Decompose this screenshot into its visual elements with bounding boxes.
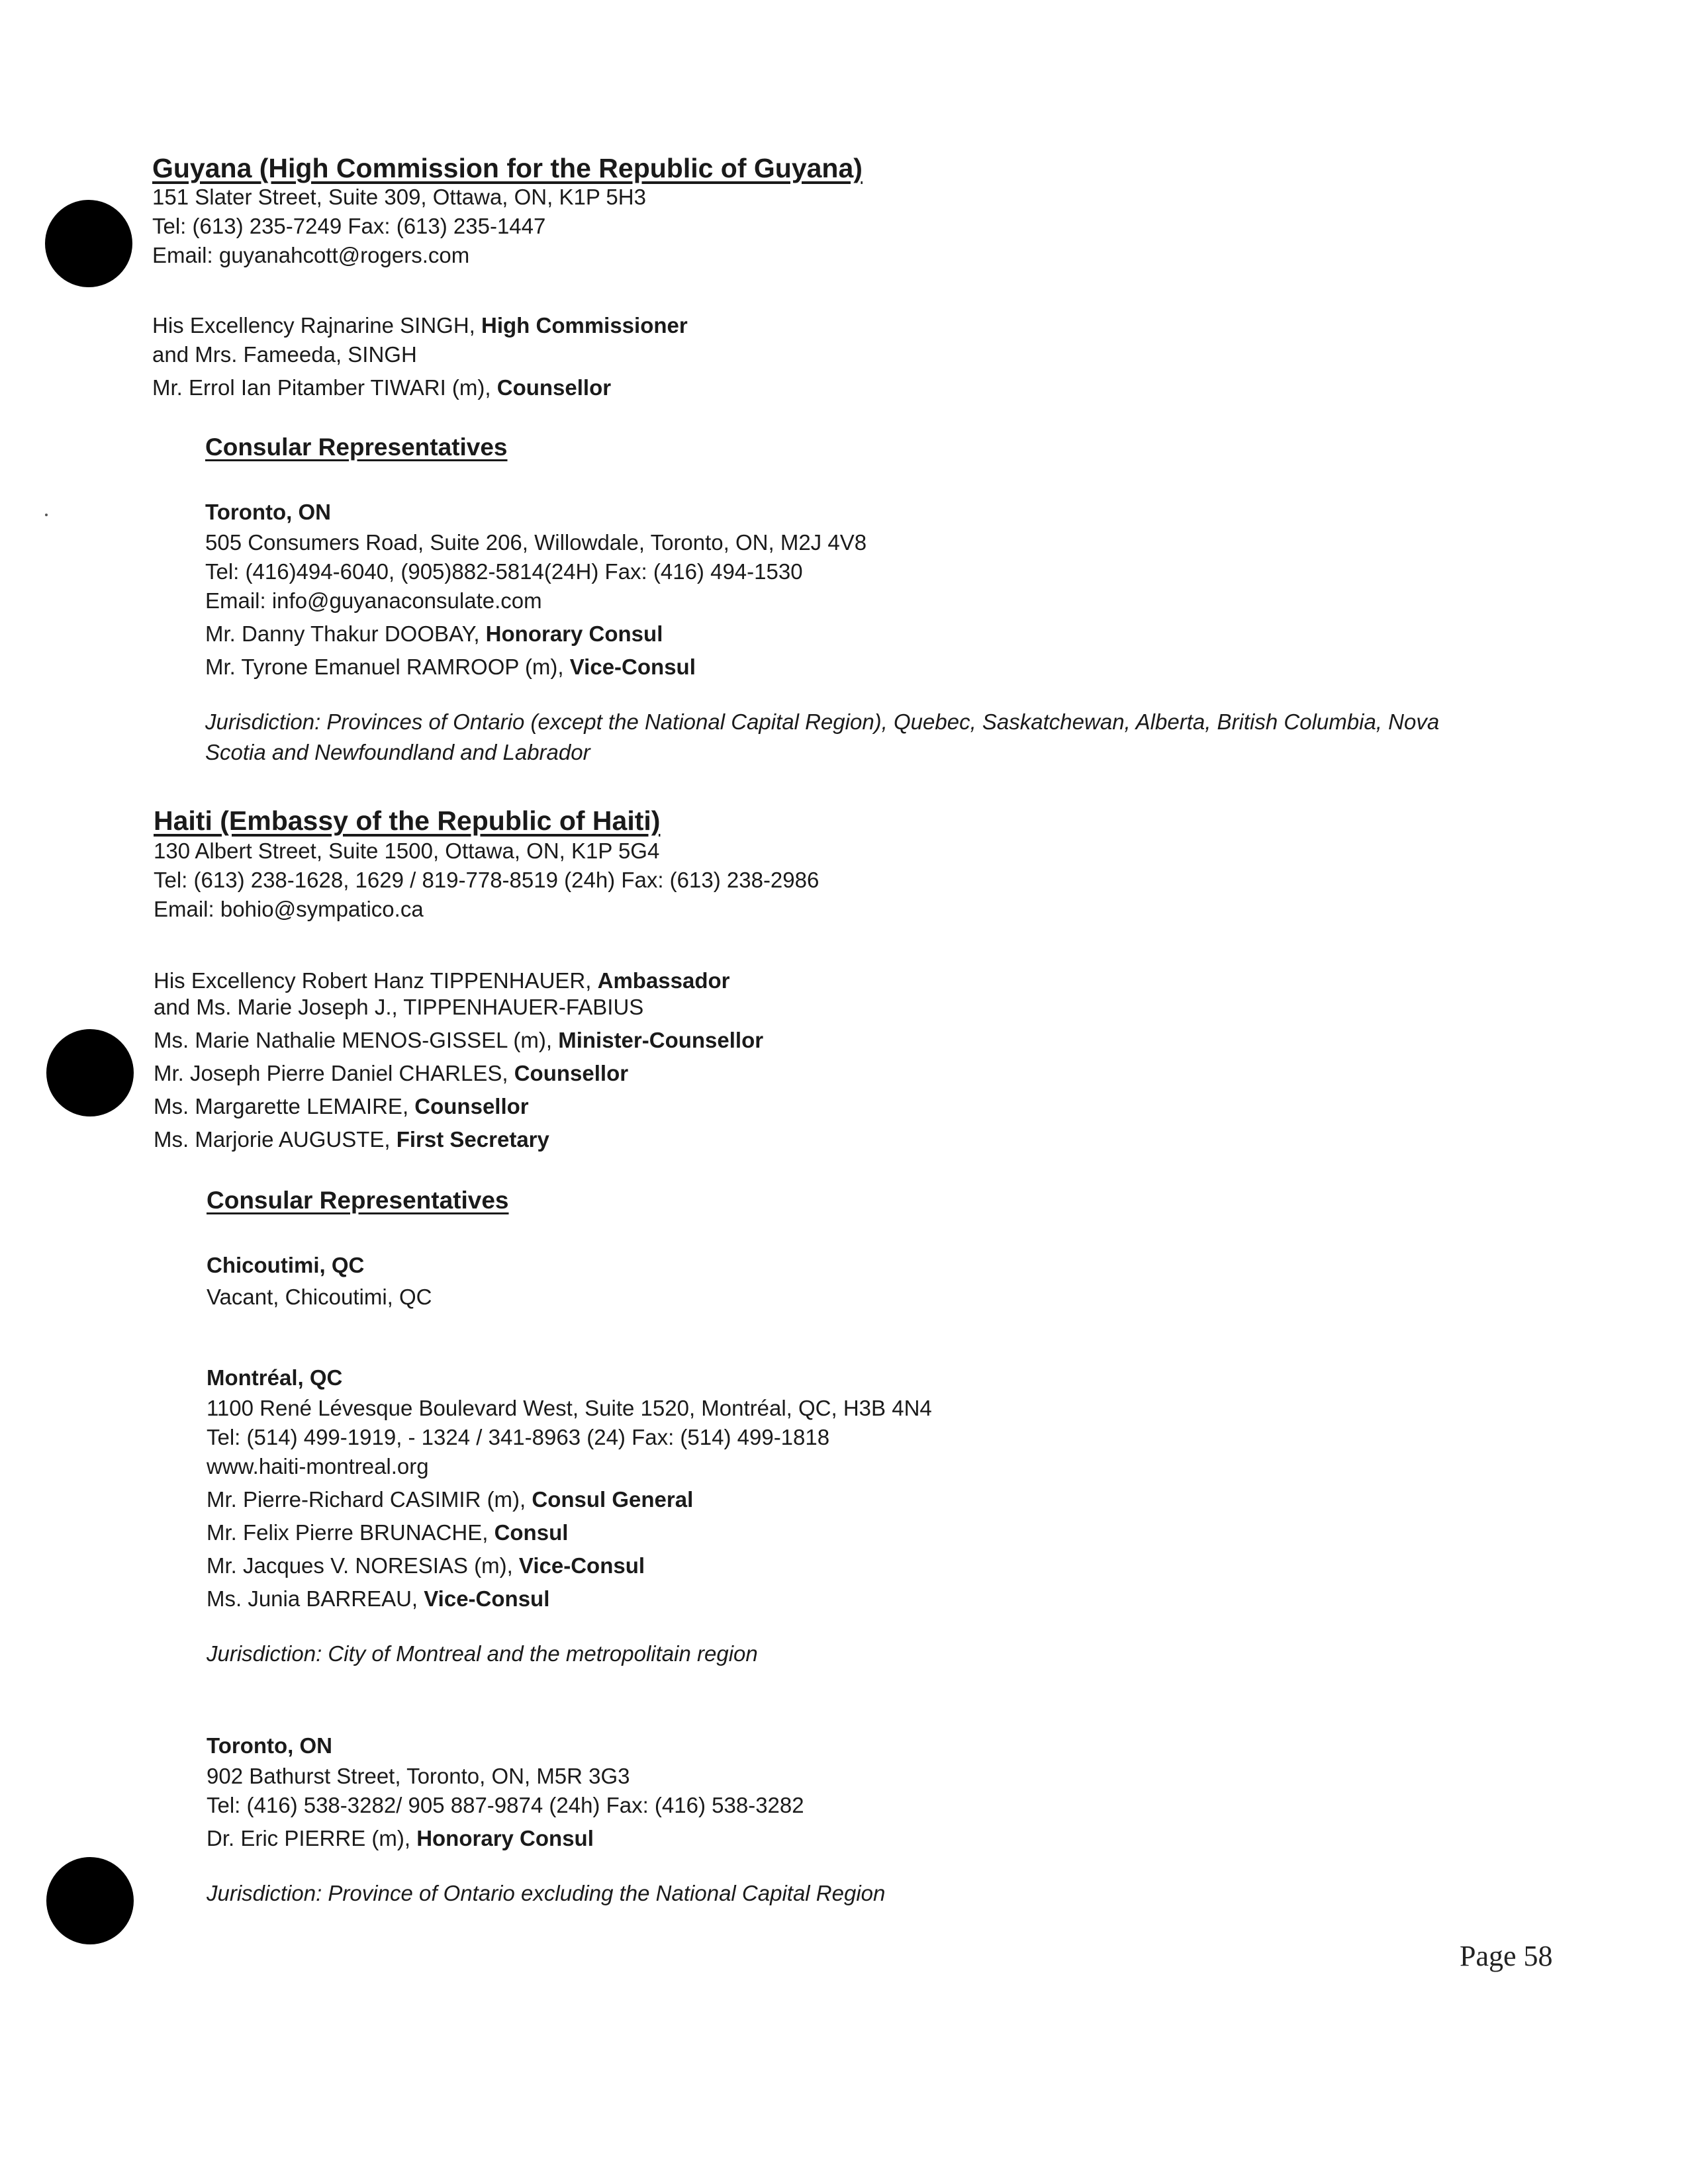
consulate-city: Toronto, ON [205, 500, 332, 524]
staff-entry [207, 1485, 932, 1514]
staff-entry [154, 1059, 763, 1088]
telephone: Tel: (613) 235-7249 Fax: (613) 235-1447 [152, 214, 546, 238]
staff-entry [154, 1026, 763, 1055]
staff-entry [205, 619, 1450, 649]
staff-entry [152, 373, 688, 402]
staff-role: Counsellor [514, 1061, 629, 1085]
staff-entry [152, 311, 688, 340]
staff-name: Ms. Junia BARREAU, [207, 1586, 424, 1611]
address: 1100 René Lévesque Boulevard West, Suite 1520, Montréal, QC, H3B 4N4 [207, 1396, 932, 1420]
staff-role: Consul [494, 1520, 569, 1545]
email: Email: info@guyanaconsulate.com [205, 588, 542, 613]
binder-hole [45, 200, 132, 287]
telephone: Tel: (416)494-6040, (905)882-5814(24H) Fax: (416) 494-1530 [205, 559, 803, 584]
guyana-consular [205, 432, 1450, 768]
consulate-city: Montréal, QC [207, 1365, 343, 1390]
staff-name: Ms. Margarette LEMAIRE, [154, 1094, 415, 1118]
staff-role: Vice-Consul [424, 1586, 550, 1611]
staff-name: Dr. Eric PIERRE (m), [207, 1826, 417, 1850]
staff-role: High Commissioner [481, 313, 688, 338]
section-heading: Haiti (Embassy of the Republic of Haiti) [154, 805, 661, 836]
staff-name: Mr. Jacques V. NORESIAS (m), [207, 1553, 519, 1578]
address: 130 Albert Street, Suite 1500, Ottawa, ON, K1P 5G4 [154, 839, 660, 863]
page-number: Page 58 [1460, 1940, 1553, 1972]
guyana-staff-list [152, 311, 688, 402]
address: 151 Slater Street, Suite 309, Ottawa, ON, K1P 5H3 [152, 185, 646, 209]
staff-name: and Ms. Marie Joseph J., TIPPENHAUER-FABIUS [154, 995, 644, 1019]
staff-entry [154, 993, 763, 1022]
telephone: Tel: (416) 538-3282/ 905 887-9874 (24h) Fax: (416) 538-3282 [207, 1793, 804, 1817]
staff-name: Mr. Felix Pierre BRUNACHE, [207, 1520, 494, 1545]
consulate-city: Toronto, ON [207, 1733, 333, 1758]
haiti-consular [207, 1185, 509, 1312]
telephone: Tel: (613) 238-1628, 1629 / 819-778-8519 (24h) Fax: (613) 238-2986 [154, 868, 820, 892]
section-heading: Guyana (High Commission for the Republic of Guyana) [152, 153, 863, 183]
staff-role: Vice-Consul [518, 1553, 645, 1578]
staff-role: Vice-Consul [569, 655, 696, 679]
staff-name: His Excellency Rajnarine SINGH, [152, 313, 481, 338]
staff-name: and Mrs. Fameeda, SINGH [152, 342, 417, 367]
staff-role: Ambassador [597, 968, 730, 993]
guyana-section [152, 151, 863, 270]
staff-entry [207, 1584, 932, 1614]
haiti-toronto-consulate [207, 1731, 885, 1909]
staff-name: His Excellency Robert Hanz TIPPENHAUER, [154, 968, 598, 993]
consular-heading: Consular Representatives [205, 433, 508, 461]
email: Email: guyanahcott@rogers.com [152, 243, 470, 267]
consular-heading: Consular Representatives [207, 1187, 509, 1214]
staff-entry [154, 1092, 763, 1121]
jurisdiction: Jurisdiction: Province of Ontario excluding the National Capital Region [207, 1881, 886, 1905]
staff-role: Consul General [532, 1487, 694, 1512]
address: 505 Consumers Road, Suite 206, Willowdale, Toronto, ON, M2J 4V8 [205, 530, 867, 555]
staff-entry [152, 340, 688, 369]
staff-role: Minister-Counsellor [558, 1028, 764, 1052]
staff-entry [205, 653, 1450, 682]
consulate-city: Chicoutimi, QC [207, 1253, 365, 1277]
binder-hole [46, 1857, 134, 1944]
staff-name: Ms. Marie Nathalie MENOS-GISSEL (m), [154, 1028, 559, 1052]
jurisdiction: Jurisdiction: City of Montreal and the metropolitain region [207, 1641, 758, 1666]
staff-name: Ms. Marjorie AUGUSTE, [154, 1127, 397, 1152]
staff-name: Mr. Errol Ian Pitamber TIWARI (m), [152, 375, 497, 400]
staff-entry [207, 1824, 885, 1853]
staff-name: Mr. Joseph Pierre Daniel CHARLES, [154, 1061, 514, 1085]
staff-role: First Secretary [396, 1127, 549, 1152]
jurisdiction: Jurisdiction: Provinces of Ontario (except the National Capital Region), Quebec, Saskatchewan, Alberta, British Columbia, Nova Scotia and Newfoundland and Labrador [205, 709, 1440, 764]
staff-role: Counsellor [496, 375, 612, 400]
email: Email: bohio@sympatico.ca [154, 897, 424, 921]
haiti-section [154, 803, 819, 924]
website: www.haiti-montreal.org [207, 1454, 429, 1479]
haiti-montreal-consulate [207, 1363, 932, 1669]
staff-entry [207, 1518, 932, 1547]
staff-name: Mr. Tyrone Emanuel RAMROOP (m), [205, 655, 570, 679]
staff-name: Mr. Danny Thakur DOOBAY, [205, 621, 486, 646]
staff-role: Honorary Consul [416, 1826, 594, 1850]
binder-hole [46, 1029, 134, 1116]
telephone: Tel: (514) 499-1919, - 1324 / 341-8963 (24) Fax: (514) 499-1818 [207, 1425, 830, 1449]
staff-entry [207, 1551, 932, 1580]
staff-role: Honorary Consul [485, 621, 663, 646]
staff-role: Counsellor [414, 1094, 529, 1118]
haiti-staff-list [154, 966, 763, 1154]
scan-speck [45, 514, 48, 516]
staff-entry [154, 966, 763, 995]
address: Vacant, Chicoutimi, QC [207, 1285, 432, 1309]
address: 902 Bathurst Street, Toronto, ON, M5R 3G3 [207, 1764, 630, 1788]
staff-entry [154, 1125, 763, 1154]
staff-name: Mr. Pierre-Richard CASIMIR (m), [207, 1487, 532, 1512]
